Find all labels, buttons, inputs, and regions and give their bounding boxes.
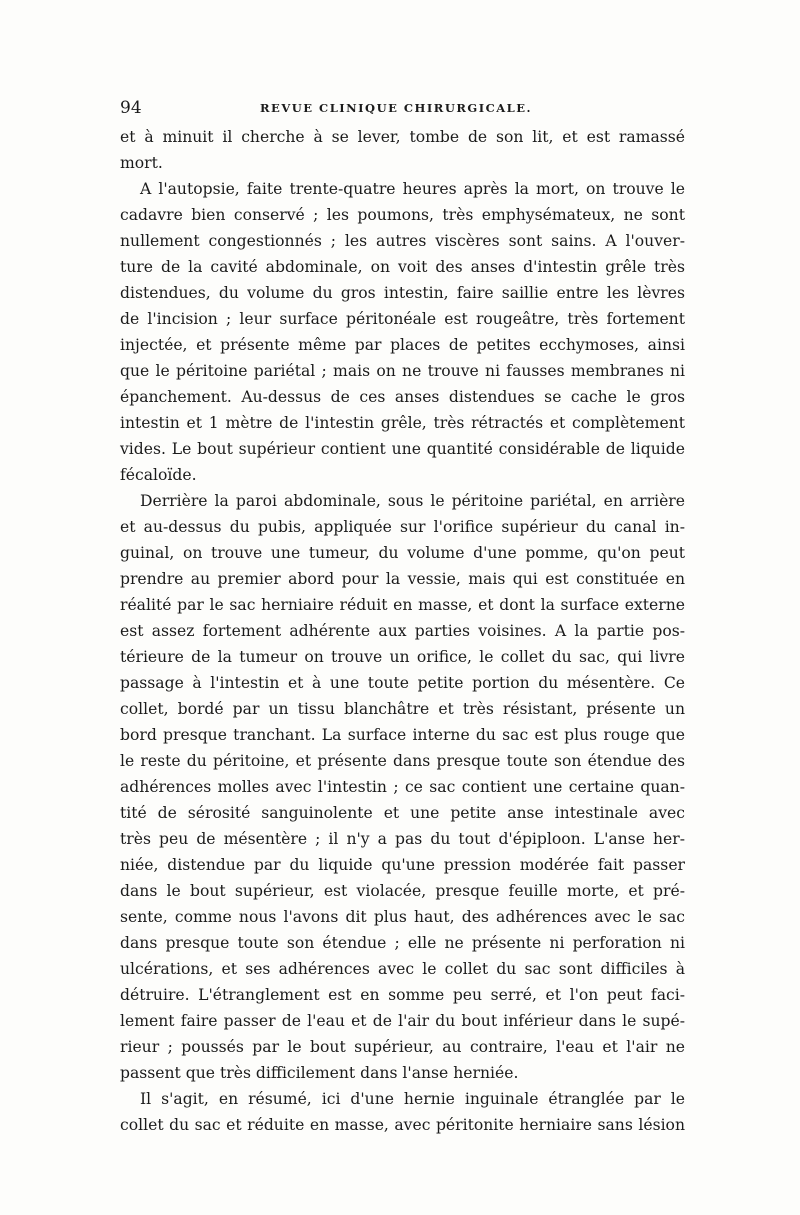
body-text: [120, 124, 685, 1138]
text-line: épanchement. Au-dessus de ces anses distendues se cache le gros: [120, 388, 685, 406]
paragraph: [120, 488, 685, 1086]
text-line: détruire. L'étranglement est en somme peu serré, et l'on peut faci-: [120, 986, 685, 1004]
text-line: passage à l'intestin et à une toute petite portion du mésentère. Ce: [120, 674, 685, 692]
text-line: ture de la cavité abdominale, on voit des anses d'intestin grêle très: [120, 258, 685, 276]
text-line: injectée, et présente même par places de petites ecchymoses, ainsi: [120, 336, 685, 354]
text-line: nullement congestionnés ; les autres viscères sont sains. A l'ouver-: [120, 232, 685, 250]
paragraph: [120, 176, 685, 488]
text-line: guinal, on trouve une tumeur, du volume d'une pomme, qu'on peut: [120, 544, 685, 562]
text-line: Il s'agit, en résumé, ici d'une hernie inguinale étranglée par le: [140, 1090, 685, 1108]
text-line: collet, bordé par un tissu blanchâtre et très résistant, présente un: [120, 700, 685, 718]
text-line: distendues, du volume du gros intestin, faire saillie entre les lèvres: [120, 284, 685, 302]
text-line: de l'incision ; leur surface péritonéale est rougeâtre, très fortement: [120, 310, 685, 328]
text-line: dans presque toute son étendue ; elle ne présente ni perforation ni: [120, 934, 685, 952]
text-line: fécaloïde.: [120, 466, 197, 484]
text-line: adhérences molles avec l'intestin ; ce sac contient une certaine quan-: [120, 778, 685, 796]
book-page: [120, 98, 685, 1138]
text-line: très peu de mésentère ; il n'y a pas du tout d'épiploon. L'anse her-: [120, 830, 685, 848]
text-line: niée, distendue par du liquide qu'une pression modérée fait passer: [120, 856, 685, 874]
text-line: passent que très difficilement dans l'anse herniée.: [120, 1064, 519, 1082]
text-line: vides. Le bout supérieur contient une quantité considérable de liquide: [120, 440, 685, 458]
text-line: le reste du péritoine, et présente dans presque toute son étendue des: [120, 752, 685, 770]
text-line: lement faire passer de l'eau et de l'air du bout inférieur dans le supé-: [120, 1012, 685, 1030]
text-line: Derrière la paroi abdominale, sous le péritoine pariétal, en arrière: [140, 492, 685, 510]
text-line: et au-dessus du pubis, appliquée sur l'orifice supérieur du canal in-: [120, 518, 685, 536]
text-line: que le péritoine pariétal ; mais on ne trouve ni fausses membranes ni: [120, 362, 685, 380]
text-line: rieur ; poussés par le bout supérieur, au contraire, l'eau et l'air ne: [120, 1038, 685, 1056]
text-line: mort.: [120, 154, 163, 172]
text-line: prendre au premier abord pour la vessie, mais qui est constituée en: [120, 570, 685, 588]
text-line: cadavre bien conservé ; les poumons, très emphysémateux, ne sont: [120, 206, 685, 224]
text-line: collet du sac et réduite en masse, avec péritonite herniaire sans lésion: [120, 1116, 685, 1134]
text-line: tité de sérosité sanguinolente et une petite anse intestinale avec: [120, 804, 685, 822]
running-title: REVUE CLINIQUE CHIRURGICALE.: [260, 101, 533, 115]
paragraph: [120, 1086, 685, 1138]
text-line: dans le bout supérieur, est violacée, presque feuille morte, et pré-: [120, 882, 685, 900]
text-line: A l'autopsie, faite trente-quatre heures après la mort, on trouve le: [140, 180, 685, 198]
text-line: et à minuit il cherche à se lever, tombe de son lit, et est ramassé: [120, 128, 685, 146]
text-line: sente, comme nous l'avons dit plus haut, des adhérences avec le sac: [120, 908, 685, 926]
text-line: intestin et 1 mètre de l'intestin grêle, très rétractés et complètement: [120, 414, 685, 432]
text-line: est assez fortement adhérente aux parties voisines. A la partie pos-: [120, 622, 685, 640]
text-line: réalité par le sac herniaire réduit en masse, et dont la surface externe: [120, 596, 685, 614]
text-line: térieure de la tumeur on trouve un orifice, le collet du sac, qui livre: [120, 648, 685, 666]
page-number: 94: [120, 98, 142, 118]
paragraph: [120, 124, 685, 176]
text-line: ulcérations, et ses adhérences avec le collet du sac sont difficiles à: [120, 960, 685, 978]
running-head: [120, 98, 685, 124]
text-line: bord presque tranchant. La surface interne du sac est plus rouge que: [120, 726, 685, 744]
